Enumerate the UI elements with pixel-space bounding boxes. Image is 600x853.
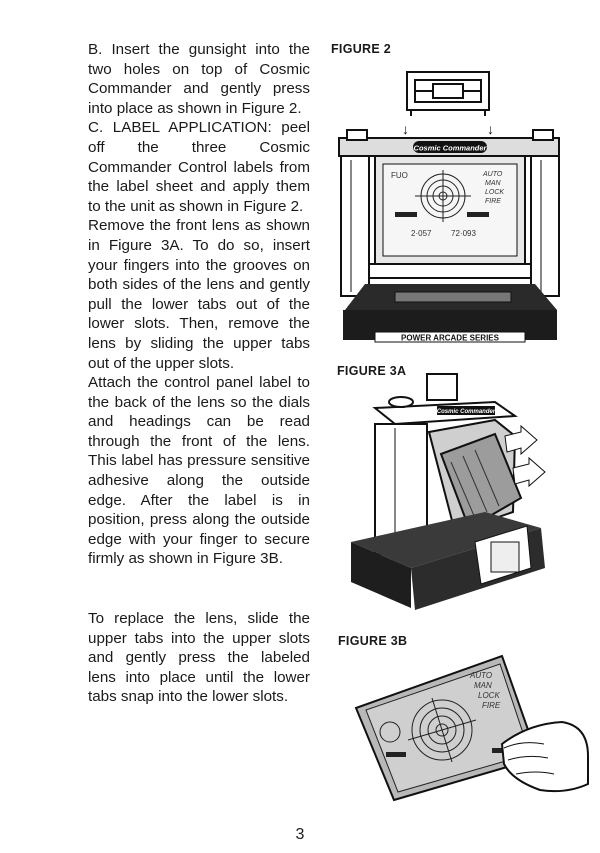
figure-2-illustration — [335, 70, 565, 352]
figure-3b-label: FIGURE 3B — [338, 634, 408, 648]
paragraph-remove-lens: Remove the front lens as shown in Figure 3A. To do so, insert your fingers into the grooves on both sides of the lens and gently pull the lower tabs out of the lower slots. Then, remove the lens by sliding the upper tabs out of the upper slots. — [88, 217, 310, 372]
svg-text:FUO: FUO — [391, 171, 408, 180]
svg-text:FIRE: FIRE — [485, 198, 501, 205]
gunsight-drawing — [407, 72, 489, 116]
svg-text:POWER ARCADE SERIES: POWER ARCADE SERIES — [401, 333, 499, 343]
svg-text:AUTO: AUTO — [470, 671, 493, 680]
svg-text:FIRE: FIRE — [482, 701, 501, 710]
svg-text:MAN: MAN — [474, 681, 492, 690]
svg-text:LOCK: LOCK — [478, 691, 500, 700]
paragraph-attach-label: Attach the control panel label to the back of the lens so the dials and headings can be read through the front of the lens. This label has pressure sensitive adhesive along the outside edge. After the label is in position, press along the outside edge with your finger to secure firmly as shown in Figure 3B. — [88, 374, 310, 568]
brand-logo: Cosmic Commander — [413, 143, 487, 153]
figure-3b-illustration — [352, 648, 592, 808]
svg-text:↓: ↓ — [487, 121, 494, 137]
svg-text:72·093: 72·093 — [451, 229, 476, 238]
instructions-text — [88, 40, 310, 707]
svg-text:Cosmic Commander: Cosmic Commander — [436, 409, 496, 415]
figure-3a-illustration — [345, 372, 555, 622]
paragraph-label-application: C. LABEL APPLICATION: peel off the three Cosmic Commander Control labels from the label sheet and apply them to the unit as shown in Figure 2. — [88, 119, 310, 215]
svg-text:2·057: 2·057 — [411, 229, 432, 238]
paragraph-gunsight: B. Insert the gunsight into the two holes on top of Cosmic Commander and gently press into place as shown in Figure 2. — [88, 41, 310, 117]
paragraph-replace-lens: To replace the lens, slide the upper tabs into the upper slots and gently press the labeled lens into place until the lower tabs snap into the lower slots. — [88, 610, 310, 706]
figure-3a-label: FIGURE 3A — [337, 364, 407, 378]
svg-text:AUTO: AUTO — [483, 171, 503, 178]
svg-text:MAN: MAN — [485, 180, 501, 187]
down-arrows — [402, 121, 494, 137]
svg-text:↓: ↓ — [402, 121, 409, 137]
svg-text:LOCK: LOCK — [485, 189, 505, 196]
page-number: 3 — [295, 826, 305, 843]
figure-2-label: FIGURE 2 — [331, 42, 392, 56]
